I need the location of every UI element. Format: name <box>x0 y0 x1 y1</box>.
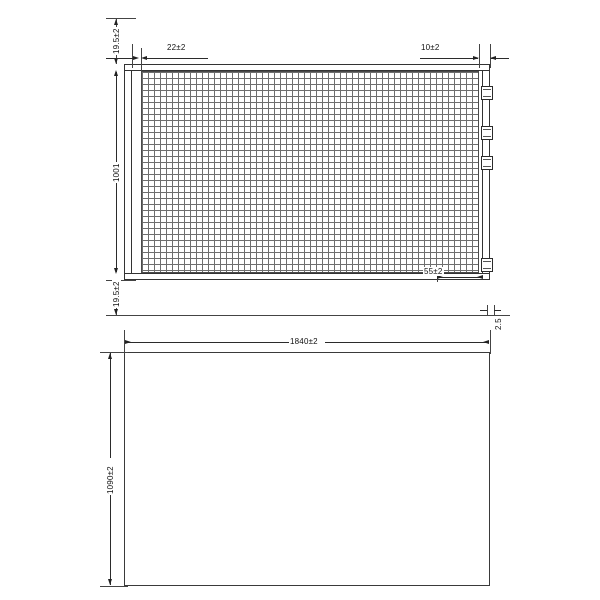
extension-line <box>479 44 480 68</box>
dimension-arrow <box>483 340 489 344</box>
dimension-line-vertical <box>110 495 111 585</box>
dimension-arrow <box>477 275 483 279</box>
extension-line <box>106 18 136 19</box>
dimension-arrow <box>125 340 131 344</box>
dimension-arrow <box>114 19 118 25</box>
top-frame-rail <box>124 64 490 71</box>
dimension-line-vertical <box>110 353 111 458</box>
dimension-line-horizontal <box>146 58 208 59</box>
dimension-label-10: 10±2 <box>421 43 440 52</box>
mounting-clip <box>481 86 493 100</box>
dimension-line-horizontal <box>106 58 136 59</box>
dimension-arrow <box>114 70 118 76</box>
dimension-label-1840: 1840±2 <box>290 337 318 346</box>
dimension-arrow <box>108 579 112 585</box>
dimension-arrow <box>473 56 479 60</box>
extension-line <box>106 315 510 316</box>
dimension-label-thickness: 2.5 <box>494 318 503 330</box>
dimension-line-horizontal <box>480 310 487 311</box>
dimension-line-horizontal <box>420 58 478 59</box>
extension-line <box>141 48 142 72</box>
dimension-line-horizontal <box>325 342 489 343</box>
extension-line <box>100 586 128 587</box>
left-frame-rail <box>124 64 132 280</box>
dimension-arrow <box>133 56 139 60</box>
dimension-label-bottom-left-vertical: 19.5±2 <box>112 281 121 307</box>
dimension-label-top-left-vertical: 19.5±2 <box>112 28 121 54</box>
mounting-clip <box>481 156 493 170</box>
dimension-label-1001: 1001 <box>112 163 121 182</box>
dimension-arrow <box>114 309 118 315</box>
dimension-arrow <box>108 353 112 359</box>
dimension-line-horizontal <box>494 310 501 311</box>
mounting-clip <box>481 258 493 272</box>
flat-sheet-outline <box>124 352 490 586</box>
extension-line <box>487 305 488 315</box>
extension-line <box>490 330 491 354</box>
dimension-arrow <box>490 56 496 60</box>
dimension-label-22: 22±2 <box>167 43 186 52</box>
extension-line <box>100 352 128 353</box>
dimension-arrow <box>114 268 118 274</box>
extension-line <box>106 280 136 281</box>
dimension-label-55: 55±2 <box>424 267 443 276</box>
dimension-line-horizontal <box>125 342 290 343</box>
dimension-label-1090: 1090±2 <box>106 466 115 494</box>
mounting-clip <box>481 126 493 140</box>
wire-mesh-infill <box>141 71 479 273</box>
dimension-arrow <box>141 56 147 60</box>
